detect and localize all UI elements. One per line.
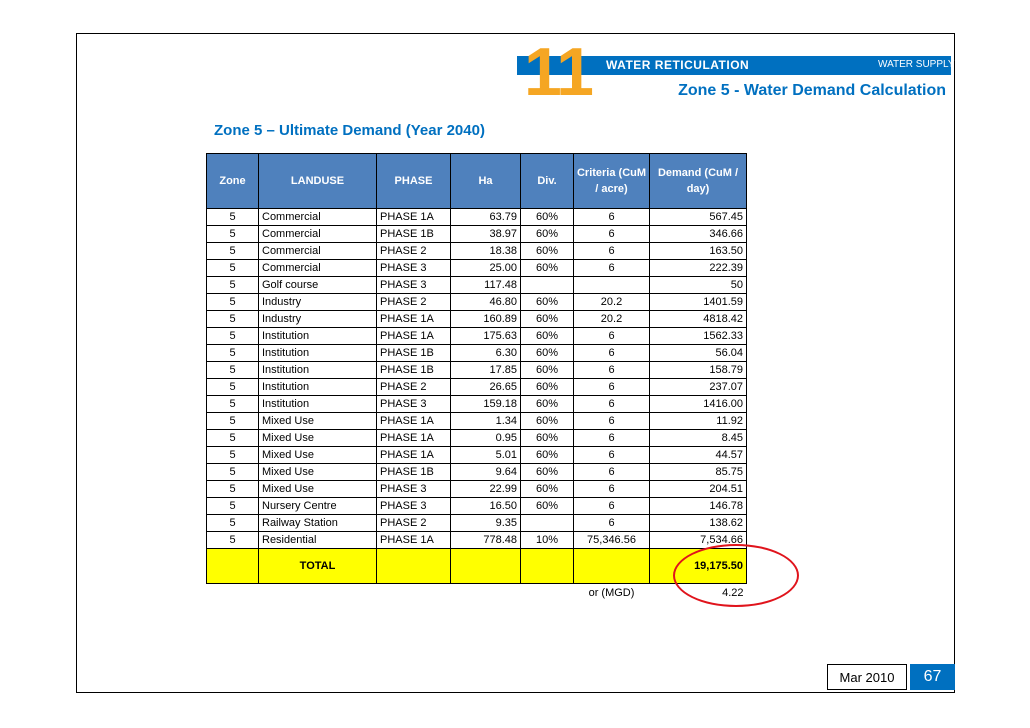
cell-phase: PHASE 3 — [377, 260, 451, 277]
cell-phase: PHASE 1A — [377, 328, 451, 345]
cell-div: 60% — [521, 396, 574, 413]
cell-phase: PHASE 3 — [377, 277, 451, 294]
cell-div: 60% — [521, 498, 574, 515]
table-row — [207, 294, 747, 311]
cell-ha: 38.97 — [451, 226, 521, 243]
table-row — [207, 311, 747, 328]
col-header-landuse: LANDUSE — [259, 154, 377, 209]
cell-div: 60% — [521, 209, 574, 226]
water-demand-table — [206, 153, 747, 602]
cell-zone: 5 — [207, 532, 259, 549]
total-label: TOTAL — [259, 549, 377, 584]
cell-criteria: 6 — [574, 345, 650, 362]
cell-ha: 25.00 — [451, 260, 521, 277]
cell-div: 60% — [521, 447, 574, 464]
slide-title: Zone 5 - Water Demand Calculation — [678, 82, 946, 99]
cell-div — [521, 515, 574, 532]
cell-criteria: 6 — [574, 464, 650, 481]
cell-phase: PHASE 2 — [377, 243, 451, 260]
cell-div: 60% — [521, 481, 574, 498]
section-title: WATER RETICULATION — [606, 58, 750, 72]
cell-div: 60% — [521, 413, 574, 430]
cell-zone: 5 — [207, 413, 259, 430]
cell-criteria: 6 — [574, 209, 650, 226]
cell-phase: PHASE 1A — [377, 447, 451, 464]
cell-landuse: Institution — [259, 379, 377, 396]
cell-criteria: 20.2 — [574, 311, 650, 328]
cell-ha: 63.79 — [451, 209, 521, 226]
cell-demand: 1401.59 — [650, 294, 747, 311]
cell-ha: 159.18 — [451, 396, 521, 413]
cell-div: 60% — [521, 430, 574, 447]
cell-demand: 204.51 — [650, 481, 747, 498]
cell-zone: 5 — [207, 277, 259, 294]
table-row — [207, 447, 747, 464]
cell-zone: 5 — [207, 447, 259, 464]
highlight-circle — [673, 544, 799, 607]
cell-criteria: 6 — [574, 515, 650, 532]
cell-ha: 175.63 — [451, 328, 521, 345]
cell-landuse: Mixed Use — [259, 464, 377, 481]
table-row — [207, 481, 747, 498]
cell-criteria: 6 — [574, 260, 650, 277]
table-row — [207, 379, 747, 396]
cell-ha: 46.80 — [451, 294, 521, 311]
cell-phase: PHASE 1B — [377, 226, 451, 243]
table-row — [207, 396, 747, 413]
cell-landuse: Golf course — [259, 277, 377, 294]
table-row — [207, 464, 747, 481]
table-row — [207, 362, 747, 379]
total-row — [207, 549, 747, 584]
cell-div: 60% — [521, 345, 574, 362]
table-subheading: Zone 5 – Ultimate Demand (Year 2040) — [214, 122, 485, 139]
cell-demand: 4818.42 — [650, 311, 747, 328]
cell-demand: 11.92 — [650, 413, 747, 430]
cell-demand: 1416.00 — [650, 396, 747, 413]
cell-zone: 5 — [207, 362, 259, 379]
cell-zone: 5 — [207, 481, 259, 498]
cell-phase: PHASE 1A — [377, 413, 451, 430]
cell-zone: 5 — [207, 464, 259, 481]
table-row — [207, 328, 747, 345]
cell-criteria: 6 — [574, 328, 650, 345]
cell-demand: 163.50 — [650, 243, 747, 260]
cell-phase: PHASE 1A — [377, 430, 451, 447]
cell-ha: 6.30 — [451, 345, 521, 362]
mgd-row — [207, 584, 747, 603]
table-row — [207, 430, 747, 447]
table-row — [207, 515, 747, 532]
cell-div — [521, 277, 574, 294]
cell-ha: 117.48 — [451, 277, 521, 294]
table-row — [207, 498, 747, 515]
cell-ha: 160.89 — [451, 311, 521, 328]
cell-criteria: 6 — [574, 413, 650, 430]
cell-demand: 567.45 — [650, 209, 747, 226]
cell-landuse: Commercial — [259, 243, 377, 260]
cell-ha: 26.65 — [451, 379, 521, 396]
cell-ha: 778.48 — [451, 532, 521, 549]
cell-div: 60% — [521, 379, 574, 396]
cell-ha: 16.50 — [451, 498, 521, 515]
cell-landuse: Mixed Use — [259, 430, 377, 447]
cell-ha: 0.95 — [451, 430, 521, 447]
cell-zone: 5 — [207, 243, 259, 260]
cell-div: 60% — [521, 226, 574, 243]
table-row — [207, 226, 747, 243]
cell-div: 60% — [521, 260, 574, 277]
cell-ha: 5.01 — [451, 447, 521, 464]
table-row — [207, 532, 747, 549]
cell-phase: PHASE 1B — [377, 464, 451, 481]
table-row — [207, 277, 747, 294]
cell-landuse: Commercial — [259, 260, 377, 277]
cell-criteria: 6 — [574, 430, 650, 447]
cell-zone: 5 — [207, 345, 259, 362]
cell-landuse: Institution — [259, 362, 377, 379]
table-row — [207, 413, 747, 430]
cell-landuse: Mixed Use — [259, 447, 377, 464]
cell-demand: 44.57 — [650, 447, 747, 464]
cell-criteria: 6 — [574, 396, 650, 413]
footer-date: Mar 2010 — [827, 664, 907, 690]
cell-demand: 158.79 — [650, 362, 747, 379]
cell-zone: 5 — [207, 498, 259, 515]
cell-zone: 5 — [207, 209, 259, 226]
cell-phase: PHASE 3 — [377, 498, 451, 515]
cell-criteria: 6 — [574, 481, 650, 498]
col-header-zone: Zone — [207, 154, 259, 209]
cell-div: 10% — [521, 532, 574, 549]
cell-criteria: 6 — [574, 226, 650, 243]
cell-demand: 1562.33 — [650, 328, 747, 345]
cell-landuse: Industry — [259, 311, 377, 328]
col-header-demand: Demand (CuM / day) — [650, 154, 747, 209]
cell-ha: 17.85 — [451, 362, 521, 379]
cell-landuse: Mixed Use — [259, 481, 377, 498]
cell-landuse: Institution — [259, 396, 377, 413]
col-header-div: Div. — [521, 154, 574, 209]
page-number: 67 — [910, 664, 955, 690]
cell-landuse: Nursery Centre — [259, 498, 377, 515]
cell-criteria: 6 — [574, 362, 650, 379]
table-row — [207, 345, 747, 362]
section-category: WATER SUPPLY — [878, 59, 955, 70]
cell-phase: PHASE 1A — [377, 209, 451, 226]
cell-phase: PHASE 3 — [377, 481, 451, 498]
cell-zone: 5 — [207, 515, 259, 532]
cell-div: 60% — [521, 464, 574, 481]
mgd-label: or (MGD) — [588, 586, 635, 599]
cell-demand: 237.07 — [650, 379, 747, 396]
cell-div: 60% — [521, 328, 574, 345]
cell-ha: 1.34 — [451, 413, 521, 430]
cell-landuse: Commercial — [259, 226, 377, 243]
cell-ha: 22.99 — [451, 481, 521, 498]
cell-zone: 5 — [207, 294, 259, 311]
col-header-phase: PHASE — [377, 154, 451, 209]
table-header-row — [207, 154, 747, 209]
cell-criteria: 20.2 — [574, 294, 650, 311]
cell-div: 60% — [521, 243, 574, 260]
cell-criteria: 6 — [574, 447, 650, 464]
table-row — [207, 260, 747, 277]
cell-phase: PHASE 1B — [377, 362, 451, 379]
cell-zone: 5 — [207, 430, 259, 447]
cell-demand: 50 — [650, 277, 747, 294]
cell-phase: PHASE 2 — [377, 379, 451, 396]
cell-phase: PHASE 2 — [377, 294, 451, 311]
cell-criteria: 6 — [574, 379, 650, 396]
cell-zone: 5 — [207, 226, 259, 243]
table-row — [207, 209, 747, 226]
cell-zone: 5 — [207, 328, 259, 345]
cell-zone: 5 — [207, 396, 259, 413]
cell-demand: 138.62 — [650, 515, 747, 532]
col-header-ha: Ha — [451, 154, 521, 209]
section-number: 11 — [524, 34, 592, 110]
cell-demand: 222.39 — [650, 260, 747, 277]
cell-zone: 5 — [207, 311, 259, 328]
cell-zone: 5 — [207, 379, 259, 396]
cell-demand: 7,534.66 — [650, 532, 747, 549]
cell-phase: PHASE 1B — [377, 345, 451, 362]
cell-demand: 8.45 — [650, 430, 747, 447]
cell-phase: PHASE 1A — [377, 311, 451, 328]
cell-phase: PHASE 2 — [377, 515, 451, 532]
cell-ha: 9.64 — [451, 464, 521, 481]
cell-ha: 9.35 — [451, 515, 521, 532]
cell-criteria — [574, 277, 650, 294]
cell-criteria: 75,346.56 — [574, 532, 650, 549]
cell-demand: 146.78 — [650, 498, 747, 515]
mgd-value: 4.22 — [722, 586, 744, 599]
cell-landuse: Railway Station — [259, 515, 377, 532]
total-value: 19,175.50 — [650, 549, 747, 584]
cell-criteria: 6 — [574, 243, 650, 260]
cell-landuse: Institution — [259, 328, 377, 345]
cell-demand: 346.66 — [650, 226, 747, 243]
table-row — [207, 243, 747, 260]
cell-div: 60% — [521, 311, 574, 328]
cell-landuse: Institution — [259, 345, 377, 362]
cell-landuse: Industry — [259, 294, 377, 311]
cell-landuse: Residential — [259, 532, 377, 549]
cell-landuse: Mixed Use — [259, 413, 377, 430]
cell-landuse: Commercial — [259, 209, 377, 226]
cell-demand: 85.75 — [650, 464, 747, 481]
cell-demand: 56.04 — [650, 345, 747, 362]
cell-phase: PHASE 3 — [377, 396, 451, 413]
cell-zone: 5 — [207, 260, 259, 277]
cell-div: 60% — [521, 294, 574, 311]
cell-criteria: 6 — [574, 498, 650, 515]
cell-div: 60% — [521, 362, 574, 379]
cell-ha: 18.38 — [451, 243, 521, 260]
cell-phase: PHASE 1A — [377, 532, 451, 549]
col-header-criteria: Criteria (CuM / acre) — [574, 154, 650, 209]
